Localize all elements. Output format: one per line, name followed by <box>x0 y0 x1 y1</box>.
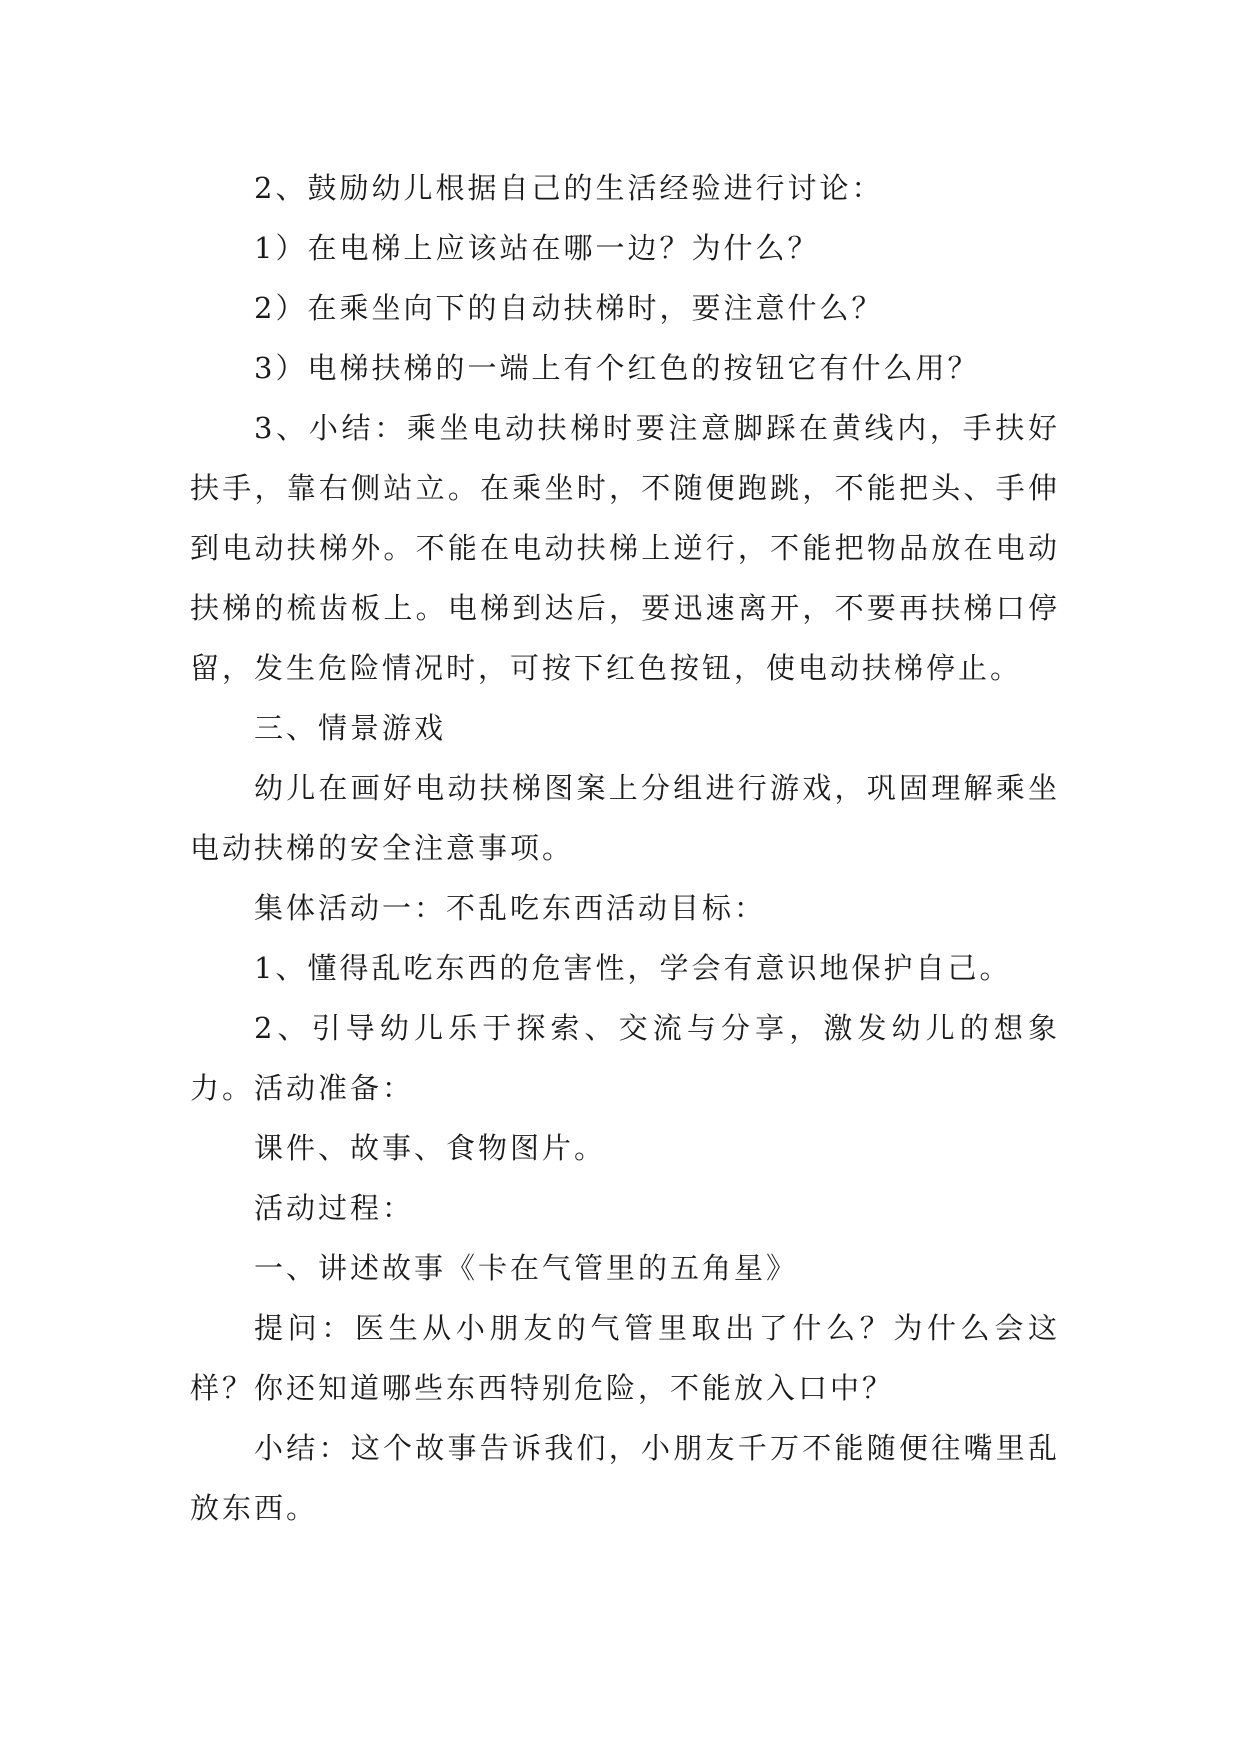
document-body <box>190 158 1060 1538</box>
paragraph-game-description: 幼儿在画好电动扶梯图案上分组进行游戏，巩固理解乘坐电动扶梯的安全注意事项。 <box>190 771 1060 865</box>
paragraph-materials: 课件、故事、食物图片。 <box>254 1131 607 1165</box>
paragraph-goal-1: 1、懂得乱吃东西的危害性，学会有意识地保护自己。 <box>254 951 1012 985</box>
section-heading-scenario-game: 三、情景游戏 <box>254 711 447 745</box>
activity-heading-goals: 集体活动一：不乱吃东西活动目标： <box>254 891 767 925</box>
paragraph-story-summary: 小结：这个故事告诉我们，小朋友千万不能随便往嘴里乱放东西。 <box>190 1431 1060 1525</box>
paragraph-story-title: 一、讲述故事《卡在气管里的五角星》 <box>254 1251 799 1285</box>
paragraph-question-3: 3）电梯扶梯的一端上有个红色的按钮它有什么用？ <box>254 351 980 385</box>
paragraph-questions: 提问：医生从小朋友的气管里取出了什么？为什么会这样？你还知道哪些东西特别危险，不能放入口中？ <box>190 1311 1060 1405</box>
paragraph-question-2: 2）在乘坐向下的自动扶梯时，要注意什么？ <box>254 291 884 325</box>
paragraph-question-1: 1）在电梯上应该站在哪一边？为什么？ <box>254 231 820 265</box>
paragraph-goal-2: 2、引导幼儿乐于探索、交流与分享，激发幼儿的想象力。活动准备： <box>190 1011 1060 1105</box>
paragraph-discussion-prompt: 2、鼓励幼儿根据自己的生活经验进行讨论： <box>254 171 884 205</box>
paragraph-summary-escalator: 3、小结：乘坐电动扶梯时要注意脚踩在黄线内，手扶好扶手，靠右侧站立。在乘坐时，不随便跑跳，不能把头、手伸到电动扶梯外。不能在电动扶梯上逆行，不能把物品放在电动扶梯的梳齿板上。电梯到达后，要迅速离开，不要再扶梯口停留，发生危险情况时，可按下红色按钮，使电动扶梯停止。 <box>190 411 1060 685</box>
paragraph-process-heading: 活动过程： <box>254 1191 415 1225</box>
